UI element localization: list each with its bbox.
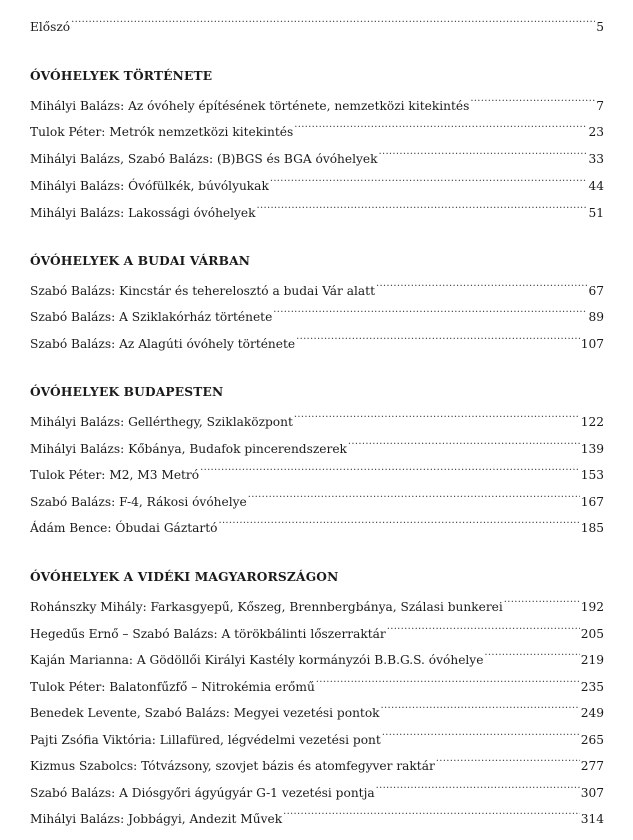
- toc-entry-title: Szabó Balázs: Kincstár és teherelosztó a budai Vár alatt: [30, 284, 375, 298]
- toc-entry-title: Szabó Balázs: A Diósgyőri ágyúgyár G-1 vezetési pontja: [30, 786, 375, 800]
- toc-entry[interactable]: [30, 201, 604, 221]
- toc-entry-page: 139: [580, 442, 604, 456]
- toc-entry-page: 7: [596, 99, 604, 113]
- dot-leader: [71, 15, 595, 31]
- toc-entry[interactable]: [30, 701, 604, 721]
- toc-entry-page: 153: [580, 468, 604, 482]
- toc-entry-title: Mihályi Balázs: Gellérthegy, Sziklaközpont: [30, 415, 293, 429]
- dot-leader: [200, 463, 580, 479]
- dot-leader: [376, 781, 580, 797]
- toc-entry-title: Mihályi Balázs: Az óvóhely építésének története, nemzetközi kitekintés: [30, 99, 470, 113]
- toc-entry-intro[interactable]: [30, 15, 604, 35]
- toc-entry-title: Mihályi Balázs, Szabó Balázs: (B)BGS és BGA óvóhelyek: [30, 152, 378, 166]
- toc-entry-page: 249: [580, 706, 604, 720]
- toc-entry-page: 205: [580, 627, 604, 641]
- toc-entry-title: Szabó Balázs: Az Alagúti óvóhely története: [30, 337, 296, 351]
- toc-entry[interactable]: [30, 437, 604, 457]
- toc-entry-title: Tulok Péter: Metrók nemzetközi kitekintés: [30, 125, 294, 139]
- toc-entry-page: 67: [588, 284, 604, 298]
- toc-entry-page: 51: [588, 206, 604, 220]
- dot-leader: [248, 490, 580, 506]
- toc-entry-page: 235: [580, 680, 604, 694]
- toc-entry[interactable]: [30, 807, 604, 827]
- toc-entry[interactable]: [30, 94, 604, 114]
- toc-entry-title: Ádám Bence: Óbudai Gáztartó: [30, 521, 218, 535]
- section-heading: ÓVÓHELYEK BUDAPESTEN: [30, 385, 224, 399]
- toc-entry-page: 23: [588, 125, 604, 139]
- toc-entry[interactable]: [30, 622, 604, 642]
- dot-leader: [283, 807, 580, 823]
- dot-leader: [387, 622, 580, 638]
- toc-entry[interactable]: [30, 648, 604, 668]
- dot-leader: [294, 120, 587, 136]
- toc-entry-title: Kaján Marianna: A Gödöllői Királyi Kastély kormányzói B.B.G.S. óvóhelye: [30, 653, 484, 667]
- dot-leader: [382, 728, 580, 744]
- toc-entry[interactable]: [30, 675, 604, 695]
- toc-entry-page: 89: [588, 310, 604, 324]
- dot-leader: [257, 201, 588, 217]
- dot-leader: [379, 147, 588, 163]
- toc-entry[interactable]: [30, 728, 604, 748]
- toc-entry[interactable]: [30, 463, 604, 483]
- toc-entry-page: 122: [580, 415, 604, 429]
- dot-leader: [348, 437, 580, 453]
- toc-entry[interactable]: [30, 279, 604, 299]
- toc-entry-title: Rohánszky Mihály: Farkasgyepű, Kőszeg, Brennbergbánya, Szálasi bunkerei: [30, 600, 503, 614]
- toc-entry-page: 265: [580, 733, 604, 747]
- section-heading: ÓVÓHELYEK A BUDAI VÁRBAN: [30, 254, 251, 268]
- dot-leader: [436, 754, 580, 770]
- toc-entry[interactable]: [30, 120, 604, 140]
- dot-leader: [294, 410, 580, 426]
- dot-leader: [296, 332, 580, 348]
- dot-leader: [316, 675, 580, 691]
- toc-entry-page: 277: [580, 759, 604, 773]
- toc-entry-title: Benedek Levente, Szabó Balázs: Megyei vezetési pontok: [30, 706, 380, 720]
- dot-leader: [376, 279, 588, 295]
- toc-entry[interactable]: [30, 754, 604, 774]
- toc-entry-page: 33: [588, 152, 604, 166]
- toc-entry-page: 5: [596, 20, 604, 34]
- dot-leader: [504, 595, 580, 611]
- dot-leader: [273, 305, 587, 321]
- section-heading: ÓVÓHELYEK A VIDÉKI MAGYARORSZÁGON: [30, 570, 339, 584]
- toc-entry-title: Mihályi Balázs: Kőbánya, Budafok pincerendszerek: [30, 442, 347, 456]
- toc-entry-title: Előszó: [30, 20, 71, 34]
- toc-entry[interactable]: [30, 516, 604, 536]
- toc-entry[interactable]: [30, 595, 604, 615]
- toc-entry-title: Mihályi Balázs: Óvófülkék, búvólyukak: [30, 179, 269, 193]
- toc-entry[interactable]: [30, 305, 604, 325]
- toc-entry[interactable]: [30, 781, 604, 801]
- toc-entry-page: 307: [580, 786, 604, 800]
- dot-leader: [484, 648, 579, 664]
- dot-leader: [381, 701, 580, 717]
- dot-leader: [218, 516, 579, 532]
- toc-entry[interactable]: [30, 490, 604, 510]
- toc-entry[interactable]: [30, 174, 604, 194]
- toc-entry-title: Tulok Péter: Balatonfűzfő – Nitrokémia erőmű: [30, 680, 315, 694]
- toc-entry-title: Szabó Balázs: A Sziklakórház története: [30, 310, 273, 324]
- toc-entry[interactable]: [30, 332, 604, 352]
- toc-entry-title: Mihályi Balázs: Jobbágyi, Andezit Művek: [30, 812, 283, 826]
- toc-entry-title: Szabó Balázs: F-4, Rákosi óvóhelye: [30, 495, 247, 509]
- toc-entry[interactable]: [30, 410, 604, 430]
- toc-entry-page: 167: [580, 495, 604, 509]
- dot-leader: [270, 174, 588, 190]
- toc-entry-title: Tulok Péter: M2, M3 Metró: [30, 468, 200, 482]
- toc-entry-title: Mihályi Balázs: Lakossági óvóhelyek: [30, 206, 256, 220]
- toc-entry-page: 192: [580, 600, 604, 614]
- toc-entry-page: 107: [580, 337, 604, 351]
- toc-entry-page: 314: [580, 812, 604, 826]
- toc-entry[interactable]: [30, 147, 604, 167]
- section-heading: ÓVÓHELYEK TÖRTÉNETE: [30, 69, 213, 83]
- toc-entry-page: 185: [580, 521, 604, 535]
- dot-leader: [470, 94, 595, 110]
- toc-entry-page: 44: [588, 179, 604, 193]
- toc-entry-title: Hegedűs Ernő – Szabó Balázs: A törökbálinti lőszerraktár: [30, 627, 386, 641]
- toc-entry-title: Kizmus Szabolcs: Tótvázsony, szovjet bázis és atomfegyver raktár: [30, 759, 435, 773]
- toc-entry-page: 219: [580, 653, 604, 667]
- toc-entry-title: Pajti Zsófia Viktória: Lillafüred, légvédelmi vezetési pont: [30, 733, 381, 747]
